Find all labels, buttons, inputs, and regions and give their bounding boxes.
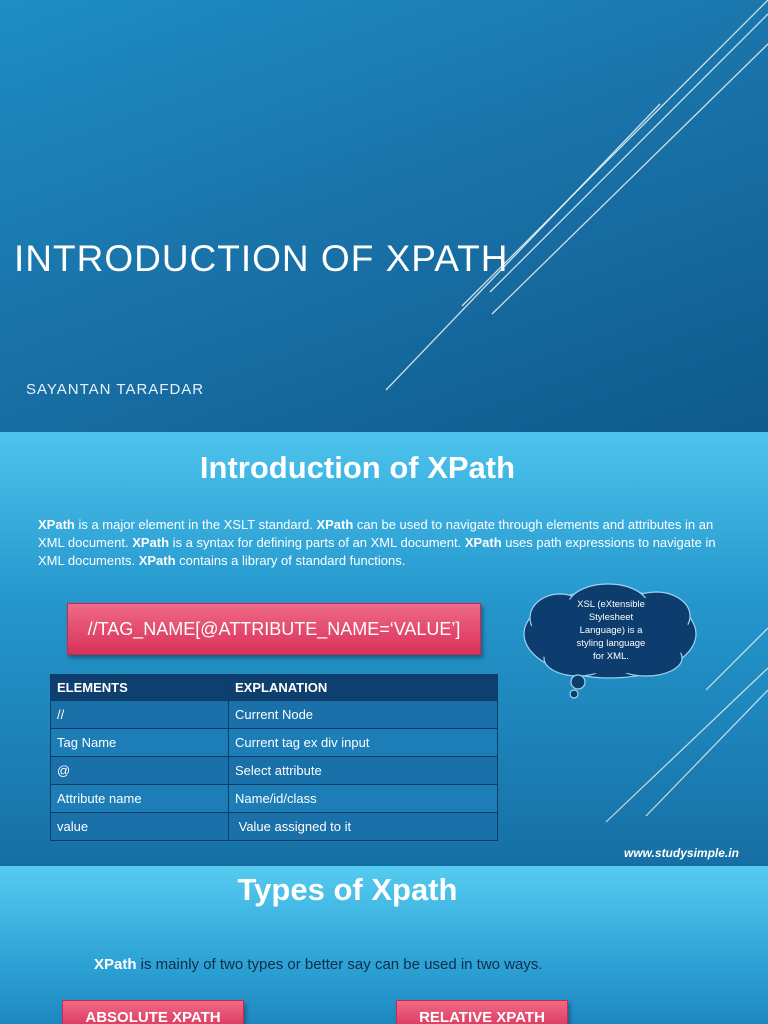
- cloud-line: for XML.: [593, 651, 629, 662]
- website-credit: www.studysimple.in: [624, 846, 739, 860]
- table-row: [51, 701, 498, 729]
- xpath-keyword: XPath: [132, 535, 170, 550]
- header-explanation: EXPLANATION: [229, 675, 498, 701]
- explanation-cell: Name/id/class: [229, 785, 498, 813]
- absolute-xpath-button: ABSOLUTE XPATH: [62, 1000, 244, 1024]
- relative-xpath-button: RELATIVE XPATH: [396, 1000, 568, 1024]
- xpath-keyword: XPath: [316, 517, 354, 532]
- paragraph-text: contains a library of standard functions.: [175, 553, 406, 568]
- xpath-keyword: XPath: [464, 535, 502, 550]
- explanation-cell: Current tag ex div input: [229, 729, 498, 757]
- types-text: is mainly of two types or better say can be used in two ways.: [136, 956, 543, 973]
- cloud-text: [548, 598, 674, 663]
- explanation-cell: Current Node: [229, 701, 498, 729]
- cloud-line: Language) is a: [579, 625, 643, 636]
- cloud-line: Stylesheet: [588, 612, 634, 623]
- paragraph-text: can be used to navigate through elements and attributes in an XML document.: [38, 517, 714, 550]
- header-elements: ELEMENTS: [51, 675, 229, 701]
- element-cell: Attribute name: [51, 785, 229, 813]
- types-paragraph: [94, 956, 543, 973]
- table-row: [51, 785, 498, 813]
- cloud-line: styling language: [576, 638, 646, 649]
- element-cell: Tag Name: [51, 729, 229, 757]
- xpath-bold: XPath: [94, 956, 137, 973]
- slide-title: Introduction of XPath: [199, 450, 516, 485]
- decorative-lines: [0, 0, 768, 432]
- author-name: SAYANTAN TARAFDAR: [26, 381, 205, 398]
- element-cell: //: [51, 701, 229, 729]
- xpath-keyword: XPath: [138, 553, 176, 568]
- explanation-cell: Select attribute: [229, 757, 498, 785]
- element-cell: @: [51, 757, 229, 785]
- paragraph-text: is a syntax for defining parts of an XML document.: [169, 535, 465, 550]
- intro-slide: [0, 432, 768, 866]
- table-row: [51, 813, 498, 841]
- xpath-keyword: XPath: [38, 517, 75, 532]
- table-row: [51, 729, 498, 757]
- xpath-elements-table: [50, 674, 498, 841]
- xpath-syntax-box: //TAG_NAME[@ATTRIBUTE_NAME=‘VALUE’]: [67, 603, 481, 655]
- explanation-cell: Value assigned to it: [229, 813, 498, 841]
- paragraph-text: is a major element in the XSLT standard.: [74, 517, 317, 532]
- element-cell: value: [51, 813, 229, 841]
- presentation-title: INTRODUCTION OF XPATH: [14, 238, 509, 279]
- table-header-row: [51, 675, 498, 701]
- table-row: [51, 757, 498, 785]
- slide-title: Types of Xpath: [237, 872, 458, 907]
- title-slide: [0, 0, 768, 432]
- cloud-line: XSL (eXtensible: [577, 599, 645, 610]
- paragraph-text: uses path expressions to navigate in XML documents.: [38, 535, 716, 568]
- types-slide: [0, 866, 768, 1024]
- intro-paragraph: [38, 516, 738, 570]
